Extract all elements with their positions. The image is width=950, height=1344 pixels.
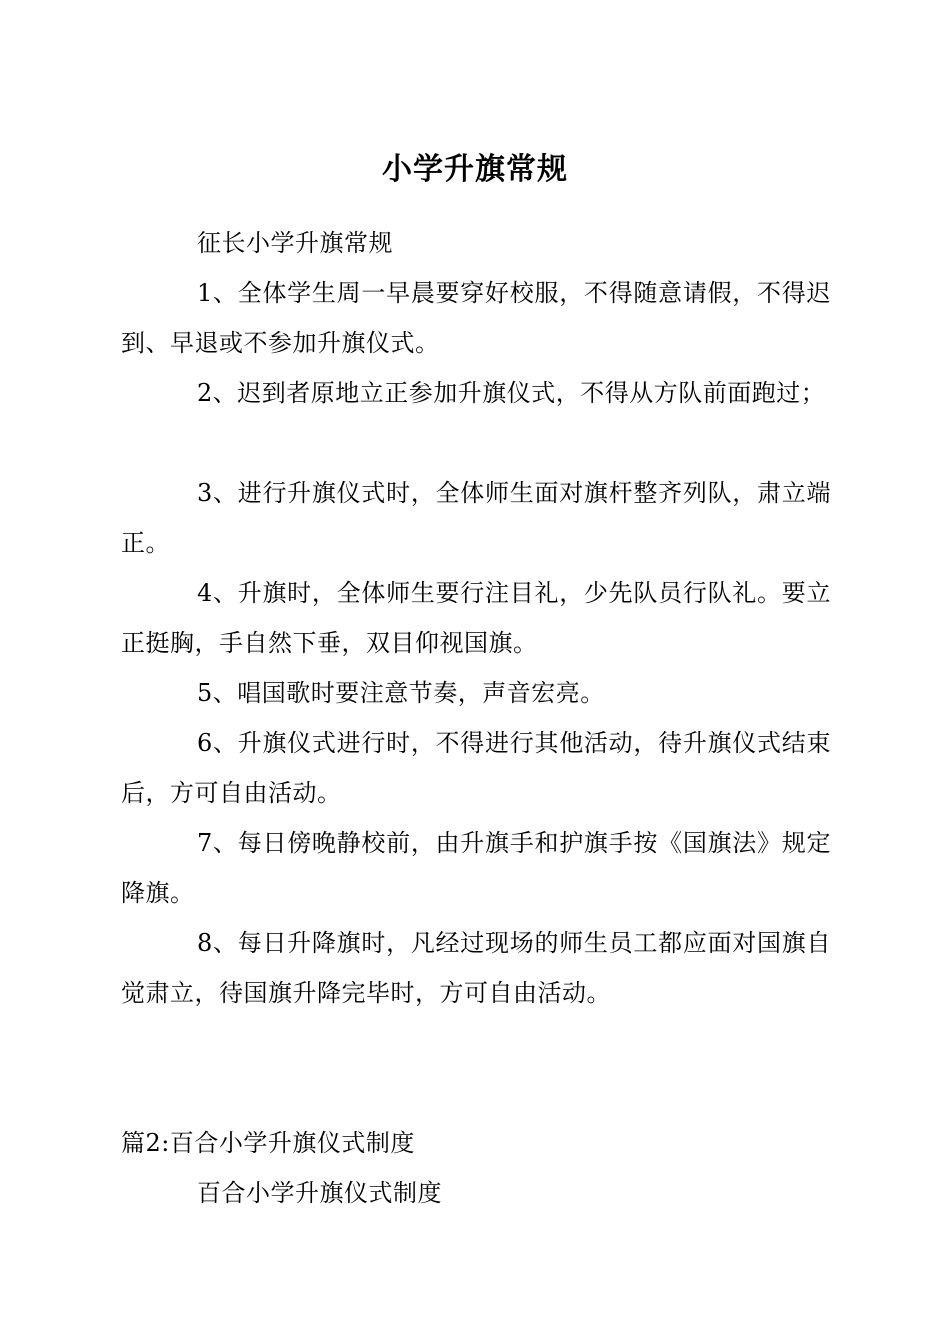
paragraph-rule-3: 3、进行升旗仪式时，全体师生面对旗杆整齐列队，肃立端正。 <box>121 479 831 557</box>
blank-lines <box>121 1018 831 1118</box>
blank-line <box>121 418 831 468</box>
document-title: 小学升旗常规 <box>382 152 568 187</box>
document-body <box>121 218 831 1218</box>
section-2-heading: 篇2:百合小学升旗仪式制度 <box>121 1129 415 1157</box>
paragraph-rule-1: 1、全体学生周一早晨要穿好校服，不得随意请假，不得迟到、早退或不参加升旗仪式。 <box>121 279 831 357</box>
paragraph-rule-7: 7、每日傍晚静校前，由升旗手和护旗手按《国旗法》规定降旗。 <box>121 829 831 907</box>
paragraph-rule-6: 6、升旗仪式进行时，不得进行其他活动，待升旗仪式结束后，方可自由活动。 <box>121 729 831 807</box>
section-2-subtitle: 百合小学升旗仪式制度 <box>197 1179 442 1207</box>
paragraph-rule-8: 8、每日升降旗时，凡经过现场的师生员工都应面对国旗自觉肃立，待国旗升降完毕时，方可自由活动。 <box>121 929 831 1007</box>
paragraph-rule-4: 4、升旗时，全体师生要行注目礼，少先队员行队礼。要立正挺胸，手自然下垂，双目仰视国旗。 <box>121 579 831 657</box>
paragraph-subtitle: 征长小学升旗常规 <box>197 229 393 257</box>
paragraph-rule-5: 5、唱国歌时要注意节奏，声音宏亮。 <box>197 679 605 707</box>
paragraph-rule-2: 2、迟到者原地立正参加升旗仪式，不得从方队前面跑过； <box>197 379 826 407</box>
